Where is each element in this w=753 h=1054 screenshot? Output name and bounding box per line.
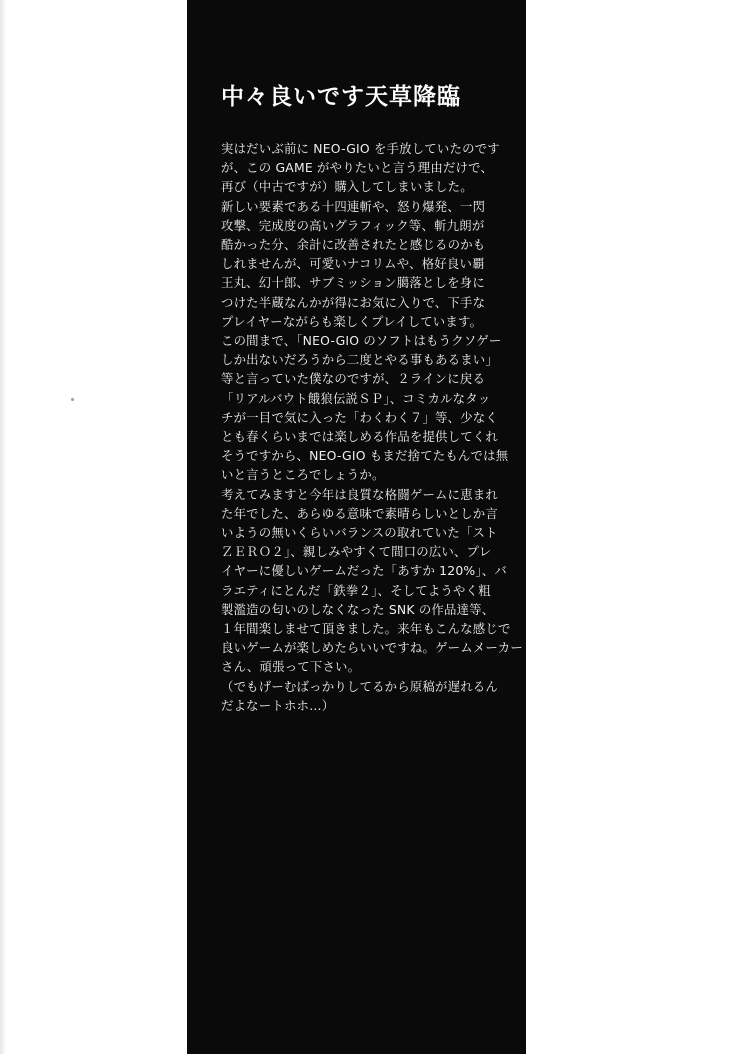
article-line: いと言うところでしょうか。 <box>221 467 385 483</box>
article-line: ラエティにとんだ「鉄拳２」、そしてようやく粗 <box>221 582 491 598</box>
article-line: さん、頑張って下さい。 <box>221 659 361 675</box>
article-line: た年でした、あらゆる意味で素晴らしいとしか言 <box>221 505 498 521</box>
article-line: チが一目で気に入った「わくわく７」等、少なく <box>221 409 498 425</box>
article-line: しれませんが、可愛いナコリムや、格好良い覇 <box>221 256 485 272</box>
article-line: そうですから、NEO-GIO もまだ捨てたもんでは無 <box>221 448 509 464</box>
article-line: 酷かった分、余計に改善されたと感じるのかも <box>221 237 486 253</box>
article-line: 等と言っていた僕なのですが、２ラインに戻る <box>221 371 486 387</box>
article-line: 王丸、幻十郎、サブミッション臈落としを身に <box>221 275 485 291</box>
article-line: 考えてみますと今年は良質な格闘ゲームに恵まれ <box>221 486 498 502</box>
article-line: この間まで、「NEO-GIO のソフトはもうクソゲー <box>221 333 502 349</box>
article-body <box>221 139 523 715</box>
article-line: 製濫造の匂いのしなくなった SNK の作品達等、 <box>221 601 495 617</box>
article-line: いようの無いくらいバランスの取れていた「スト <box>221 525 498 541</box>
article-line: イヤーに優しいゲームだった「あすか 120%」、バ <box>221 563 507 579</box>
article-line: 新しい要素である十四連斬や、怒り爆発、一閃 <box>221 198 486 214</box>
article-line: とも春くらいまでは楽しめる作品を提供してくれ <box>221 429 498 445</box>
article-line: プレイヤーながらも楽しくプレイしています。 <box>221 313 483 329</box>
article-line: 良いゲームが楽しめたらいいですね。ゲームメーカー <box>221 640 523 656</box>
article-line: 攻撃、完成度の高いグラフィック等、斬九朗が <box>221 217 485 233</box>
article-line: （でもげーむばっかりしてるから原稿が遅れるん <box>221 678 498 694</box>
article-line: だよなートホホ…） <box>221 697 335 713</box>
article-line: ＺＥＲＯ２」、親しみやすくて間口の広い、プレ <box>221 544 492 560</box>
article-line: つけた半蔵なんかが得にお気に入りで、下手な <box>221 294 486 310</box>
article-line: １年間楽しませて頂きました。来年もこんな感じで <box>221 621 511 637</box>
article-line: 再び（中古ですが）購入してしまいました。 <box>221 179 473 195</box>
article-line: が、この GAME がやりたいと言う理由だけで、 <box>221 160 494 176</box>
article-line: しか出ないだろうから二度とやる事もあるまい」 <box>221 352 498 368</box>
article-line: 「リアルバウト餓狼伝説ＳＰ」、コミカルなタッ <box>221 390 491 406</box>
scan-speck <box>71 398 74 401</box>
article-column <box>187 0 526 1054</box>
article-title: 中々良いです天草降臨 <box>221 84 461 110</box>
scan-edge-shadow <box>0 0 6 1054</box>
article-line: 実はだいぶ前に NEO-GIO を手放していたのです <box>221 141 500 156</box>
